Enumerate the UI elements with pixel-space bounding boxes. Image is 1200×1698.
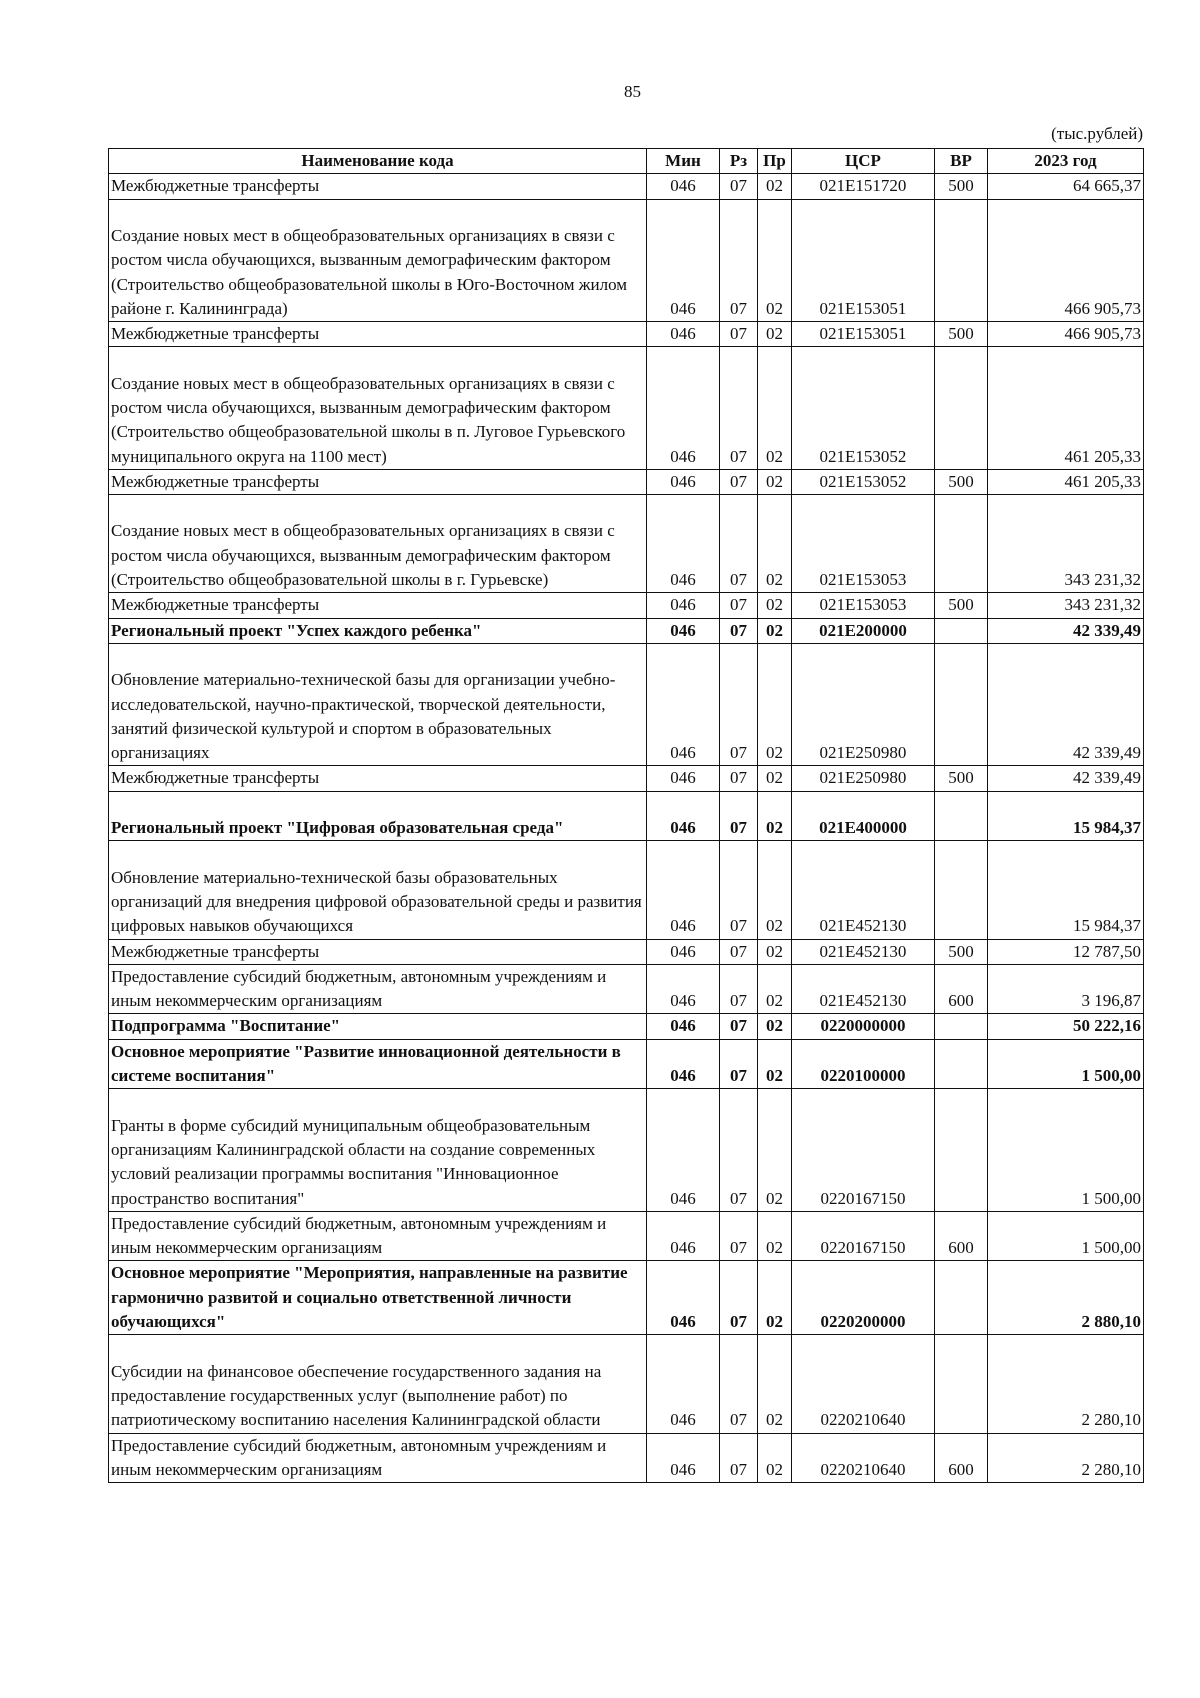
header-row — [109, 149, 1144, 174]
cell-vr — [935, 791, 988, 841]
table-row — [109, 1261, 1144, 1335]
cell-name: Основное мероприятие "Развитие инновационной деятельности в системе воспитания" — [109, 1039, 647, 1089]
cell-sum: 64 665,37 — [988, 174, 1144, 199]
cell-min: 046 — [647, 939, 720, 964]
table-row — [109, 347, 1144, 470]
cell-sum: 42 339,49 — [988, 618, 1144, 643]
cell-pr: 02 — [758, 1335, 792, 1433]
cell-name: Создание новых мест в общеобразовательных организациях в связи с ростом числа обучающихся, вызванным демографическим фактором (Строительство общеобразовательной школы в г. Гурьевске) — [109, 495, 647, 593]
cell-rz: 07 — [720, 1014, 758, 1039]
cell-name: Создание новых мест в общеобразовательных организациях в связи с ростом числа обучающихся, вызванным демографическим фактором (Строительство общеобразовательной школы в Юго-Восточном жилом районе г. Калининграда) — [109, 199, 647, 322]
cell-rz: 07 — [720, 174, 758, 199]
cell-sum: 42 339,49 — [988, 643, 1144, 766]
cell-csr: 021E153053 — [792, 495, 935, 593]
cell-vr — [935, 841, 988, 939]
table-row — [109, 618, 1144, 643]
cell-min: 046 — [647, 1014, 720, 1039]
cell-pr: 02 — [758, 964, 792, 1014]
cell-min: 046 — [647, 766, 720, 791]
cell-min: 046 — [647, 322, 720, 347]
cell-sum: 2 280,10 — [988, 1433, 1144, 1483]
cell-name: Региональный проект "Успех каждого ребенка" — [109, 618, 647, 643]
cell-sum: 343 231,32 — [988, 495, 1144, 593]
cell-csr: 0220167150 — [792, 1089, 935, 1212]
cell-vr: 500 — [935, 469, 988, 494]
cell-rz: 07 — [720, 1089, 758, 1212]
cell-sum: 466 905,73 — [988, 199, 1144, 322]
cell-sum: 42 339,49 — [988, 766, 1144, 791]
header-rz: Рз — [720, 149, 758, 174]
cell-vr: 600 — [935, 964, 988, 1014]
cell-name: Предоставление субсидий бюджетным, автономным учреждениям и иным некоммерческим организациям — [109, 964, 647, 1014]
cell-vr: 600 — [935, 1211, 988, 1261]
table-row — [109, 1089, 1144, 1212]
table-row — [109, 1039, 1144, 1089]
table-row — [109, 593, 1144, 618]
table-row — [109, 643, 1144, 766]
table-row — [109, 1211, 1144, 1261]
cell-pr: 02 — [758, 495, 792, 593]
cell-rz: 07 — [720, 766, 758, 791]
cell-name: Региональный проект "Цифровая образовательная среда" — [109, 791, 647, 841]
cell-min: 046 — [647, 1261, 720, 1335]
cell-csr: 021E151720 — [792, 174, 935, 199]
cell-pr: 02 — [758, 469, 792, 494]
cell-pr: 02 — [758, 593, 792, 618]
cell-pr: 02 — [758, 766, 792, 791]
page-number: 85 — [624, 82, 641, 101]
cell-csr: 021E153052 — [792, 347, 935, 470]
cell-pr: 02 — [758, 174, 792, 199]
cell-name: Предоставление субсидий бюджетным, автономным учреждениям и иным некоммерческим организациям — [109, 1211, 647, 1261]
header-min: Мин — [647, 149, 720, 174]
cell-csr: 0220000000 — [792, 1014, 935, 1039]
cell-vr — [935, 618, 988, 643]
header-vr: ВР — [935, 149, 988, 174]
cell-name: Подпрограмма "Воспитание" — [109, 1014, 647, 1039]
cell-name: Субсидии на финансовое обеспечение государственного задания на предоставление государственных услуг (выполнение работ) по патриотическому воспитанию населения Калининградской области — [109, 1335, 647, 1433]
cell-name: Межбюджетные трансферты — [109, 322, 647, 347]
cell-pr: 02 — [758, 618, 792, 643]
table-row — [109, 322, 1144, 347]
cell-min: 046 — [647, 1433, 720, 1483]
table-row — [109, 199, 1144, 322]
cell-sum: 2 880,10 — [988, 1261, 1144, 1335]
cell-csr: 021E452130 — [792, 841, 935, 939]
cell-pr: 02 — [758, 1039, 792, 1089]
cell-sum: 50 222,16 — [988, 1014, 1144, 1039]
header-name: Наименование кода — [109, 149, 647, 174]
cell-csr: 0220210640 — [792, 1433, 935, 1483]
header-csr: ЦСР — [792, 149, 935, 174]
cell-csr: 021E153051 — [792, 322, 935, 347]
cell-csr: 0220100000 — [792, 1039, 935, 1089]
cell-pr: 02 — [758, 1261, 792, 1335]
cell-name: Гранты в форме субсидий муниципальным общеобразовательным организациям Калининградской области на создание современных условий реализации программы воспитания "Инновационное пространство воспитания" — [109, 1089, 647, 1212]
header-pr: Пр — [758, 149, 792, 174]
table-row — [109, 791, 1144, 841]
cell-rz: 07 — [720, 593, 758, 618]
cell-csr: 021E153051 — [792, 199, 935, 322]
cell-min: 046 — [647, 593, 720, 618]
cell-sum: 15 984,37 — [988, 791, 1144, 841]
cell-sum: 461 205,33 — [988, 469, 1144, 494]
cell-rz: 07 — [720, 322, 758, 347]
cell-min: 046 — [647, 347, 720, 470]
cell-min: 046 — [647, 791, 720, 841]
table-row — [109, 841, 1144, 939]
cell-csr: 021E452130 — [792, 964, 935, 1014]
cell-csr: 021E153053 — [792, 593, 935, 618]
table-row — [109, 964, 1144, 1014]
cell-vr: 500 — [935, 322, 988, 347]
cell-sum: 15 984,37 — [988, 841, 1144, 939]
cell-rz: 07 — [720, 347, 758, 470]
cell-pr: 02 — [758, 841, 792, 939]
cell-min: 046 — [647, 469, 720, 494]
cell-sum: 1 500,00 — [988, 1211, 1144, 1261]
cell-csr: 021E153052 — [792, 469, 935, 494]
table-header — [109, 149, 1144, 174]
cell-rz: 07 — [720, 791, 758, 841]
cell-min: 046 — [647, 618, 720, 643]
cell-csr: 021E250980 — [792, 766, 935, 791]
cell-rz: 07 — [720, 618, 758, 643]
table-row — [109, 495, 1144, 593]
cell-rz: 07 — [720, 1261, 758, 1335]
cell-name: Обновление материально-технической базы образовательных организаций для внедрения цифровой образовательной среды и развития цифровых навыков обучающихся — [109, 841, 647, 939]
cell-sum: 3 196,87 — [988, 964, 1144, 1014]
cell-rz: 07 — [720, 469, 758, 494]
table-body — [109, 174, 1144, 1483]
cell-pr: 02 — [758, 1211, 792, 1261]
cell-min: 046 — [647, 1335, 720, 1433]
cell-name: Межбюджетные трансферты — [109, 593, 647, 618]
cell-pr: 02 — [758, 1089, 792, 1212]
cell-rz: 07 — [720, 964, 758, 1014]
cell-vr: 600 — [935, 1433, 988, 1483]
cell-vr: 500 — [935, 766, 988, 791]
cell-vr — [935, 495, 988, 593]
cell-vr — [935, 1335, 988, 1433]
cell-rz: 07 — [720, 1433, 758, 1483]
cell-vr: 500 — [935, 174, 988, 199]
cell-sum: 2 280,10 — [988, 1335, 1144, 1433]
table-row — [109, 1335, 1144, 1433]
table-row — [109, 939, 1144, 964]
cell-name: Межбюджетные трансферты — [109, 469, 647, 494]
cell-vr: 500 — [935, 593, 988, 618]
cell-vr — [935, 1039, 988, 1089]
cell-min: 046 — [647, 199, 720, 322]
cell-vr: 500 — [935, 939, 988, 964]
cell-name: Создание новых мест в общеобразовательных организациях в связи с ростом числа обучающихся, вызванным демографическим фактором (Строительство общеобразовательной школы в п. Луговое Гурьевского муниципального округа на 1100 мест) — [109, 347, 647, 470]
budget-table — [108, 148, 1144, 1483]
cell-min: 046 — [647, 1211, 720, 1261]
cell-min: 046 — [647, 1039, 720, 1089]
cell-min: 046 — [647, 643, 720, 766]
cell-pr: 02 — [758, 347, 792, 470]
cell-csr: 0220167150 — [792, 1211, 935, 1261]
cell-rz: 07 — [720, 199, 758, 322]
cell-sum: 1 500,00 — [988, 1039, 1144, 1089]
cell-min: 046 — [647, 1089, 720, 1212]
cell-sum: 12 787,50 — [988, 939, 1144, 964]
cell-pr: 02 — [758, 199, 792, 322]
cell-name: Межбюджетные трансферты — [109, 174, 647, 199]
cell-pr: 02 — [758, 1433, 792, 1483]
cell-rz: 07 — [720, 939, 758, 964]
cell-rz: 07 — [720, 1039, 758, 1089]
table-row — [109, 1433, 1144, 1483]
cell-rz: 07 — [720, 1335, 758, 1433]
units-label: (тыс.рублей) — [1051, 124, 1143, 143]
cell-vr — [935, 1014, 988, 1039]
cell-csr: 0220200000 — [792, 1261, 935, 1335]
table-row — [109, 174, 1144, 199]
cell-vr — [935, 1261, 988, 1335]
table-row — [109, 469, 1144, 494]
cell-min: 046 — [647, 174, 720, 199]
cell-vr — [935, 1089, 988, 1212]
cell-sum: 466 905,73 — [988, 322, 1144, 347]
table-row — [109, 766, 1144, 791]
cell-pr: 02 — [758, 939, 792, 964]
cell-pr: 02 — [758, 791, 792, 841]
cell-name: Межбюджетные трансферты — [109, 939, 647, 964]
cell-csr: 0220210640 — [792, 1335, 935, 1433]
cell-name: Предоставление субсидий бюджетным, автономным учреждениям и иным некоммерческим организациям — [109, 1433, 647, 1483]
cell-csr: 021E400000 — [792, 791, 935, 841]
cell-sum: 343 231,32 — [988, 593, 1144, 618]
cell-pr: 02 — [758, 643, 792, 766]
cell-min: 046 — [647, 495, 720, 593]
cell-vr — [935, 347, 988, 470]
cell-csr: 021E452130 — [792, 939, 935, 964]
cell-min: 046 — [647, 964, 720, 1014]
cell-sum: 461 205,33 — [988, 347, 1144, 470]
cell-rz: 07 — [720, 495, 758, 593]
cell-vr — [935, 199, 988, 322]
cell-csr: 021E200000 — [792, 618, 935, 643]
cell-name: Обновление материально-технической базы для организации учебно-исследовательской, научно-практической, творческой деятельности, занятий физической культурой и спортом в образовательных организациях — [109, 643, 647, 766]
cell-rz: 07 — [720, 1211, 758, 1261]
table-row — [109, 1014, 1144, 1039]
cell-rz: 07 — [720, 643, 758, 766]
cell-csr: 021E250980 — [792, 643, 935, 766]
cell-pr: 02 — [758, 1014, 792, 1039]
cell-pr: 02 — [758, 322, 792, 347]
header-sum: 2023 год — [988, 149, 1144, 174]
cell-name: Основное мероприятие "Мероприятия, направленные на развитие гармонично развитой и социально ответственной личности обучающихся" — [109, 1261, 647, 1335]
cell-rz: 07 — [720, 841, 758, 939]
cell-name: Межбюджетные трансферты — [109, 766, 647, 791]
cell-sum: 1 500,00 — [988, 1089, 1144, 1212]
cell-vr — [935, 643, 988, 766]
cell-min: 046 — [647, 841, 720, 939]
